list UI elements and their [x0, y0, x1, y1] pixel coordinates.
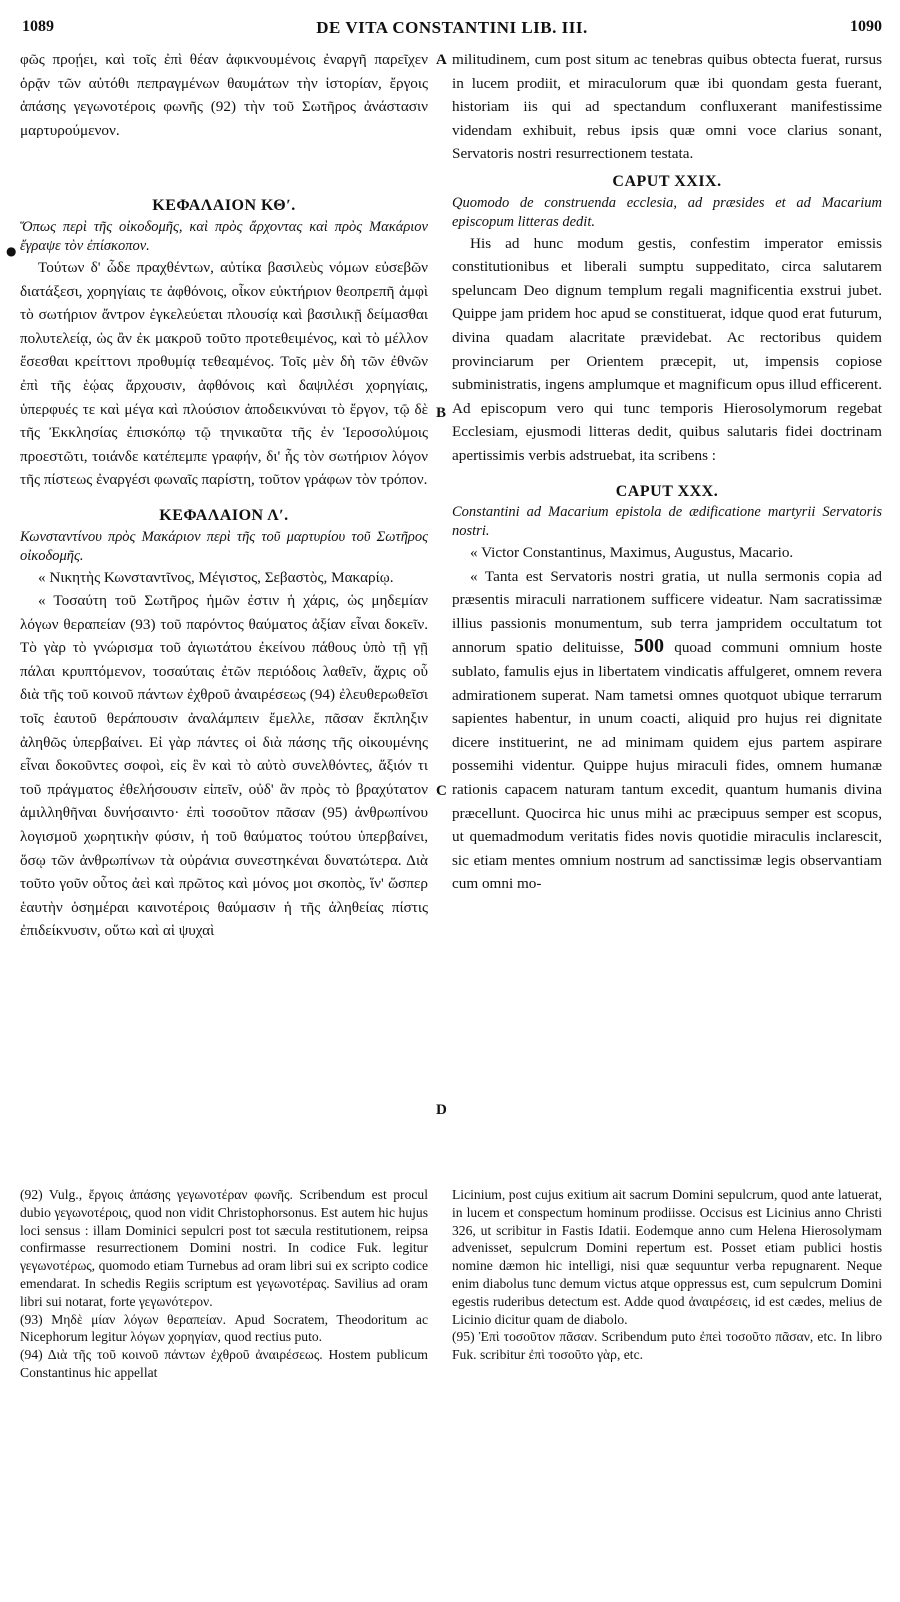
footnote-94-continued: Licinium, post cujus exitium ait sacrum Domini sepulcrum, quod ante latuerat, in lucem et conspectum hominum prodiisse. Occisus est Licinius anno Christi 326, ut scribitur in Fastis Idatii. Eodemque anno cum Helena Hierosolymam advenisset, sepulcrum Domini repertum est. Posset etiam publici hostis nomine dæmon hic intelligi, nisi quæ sequuntur verba repugnarent. Neque enim diabolus tunc demum victus atque oppressus est, cum sepulcrum Domini egestis ruderibus detectum est. Adde quod ἀναιρέσεις, id est cædes, melius de Licinio dicitur quam de diabolo. — [452, 1187, 882, 1327]
latin-chapter-30-text-b: quoad communi omnium hoste sublato, famulis ejus in libertatem vindicatis affulgeret, omnem revera admirationem superat. Nam tametsi omnes quotquot ubique terrarum sapientes habentur, in unum coacti, aliquid pro hujus rei dignitate dicere instituerint, ne ad minimam quidem ejus partem aspirare possemihi videntur. Quippe hujus miraculi fides, omnem humanæ rationis capacem naturam tantum excedit, quantum humanis divina præcellunt. Quocirca hic unus mihi ac præcipuus semper est scopus, ut quemadmodum veritatis fides novis quotidie miraculis inclarescit, sic etiam mentes omnium nostrum ad sanctissimæ legis observantiam cum omni mo- — [452, 639, 883, 893]
footnote-93: (93) Μηδὲ μίαν λόγων θεραπείαν. Apud Socratem, Theodoritum ac Nicephorum legitur λόγων χορηγίαν, quod rectius puto. — [20, 1311, 428, 1345]
latin-chapter-29-heading: CAPUT XXIX. — [612, 172, 722, 190]
footnotes-right — [452, 1186, 882, 1364]
page-number-left: 1089 — [22, 18, 54, 35]
greek-chapter-29-text: Τούτων δ' ὧδε πραχθέντων, αὐτίκα βασιλεὺς νόμων εὐσεβῶν διατάξεσι, χορηγίαις τε ἀφθόνοις, οἶκον εὐκτήριον θεοπρεπῆ ἀμφὶ τὸ σωτήριον ἄντρον ἐγκελεύεται πλουσίᾳ καὶ βασιλικῇ δείμασθαι πολυτελείᾳ, ὡς ἂν ἐκ μακροῦ τοῦτο προτεθειμένος, καὶ τὸ μέλλον ἔσεσθαι κρείττονι προθυμίᾳ τεθεαμένος. Τοῖς μὲν δὴ τῶν ἐθνῶν ἐπὶ τῆς ἑῴας ἄρχουσιν, ἀφθόνοις καὶ δαψιλέσι χορηγίαις, ὑπερφυές τε καὶ μέγα καὶ πλούσιον ἀποδεικνύναι τὸ ἔργον, τῷ δὲ τῆς Ἐκκλησίας ἐπισκόπῳ τῷ τηνικαῦτα τῆς ἐν Ἱεροσολύμοις προεστῶτι, τοιάνδε κατέπεμπε γραφήν, δι' ἧς τὸν σωτήριον λόγον τῆς πίστεως ἐναργέσι φωναῖς παρίστη, τοῦτον γράφων τὸν τρόπον. — [20, 258, 428, 489]
running-title: DE VITA CONSTANTINI LIB. III. — [316, 18, 588, 37]
greek-chapter-30-text: « Τοσαύτη τοῦ Σωτῆρος ἡμῶν ἐστιν ἡ χάρις, ὡς μηδεμίαν λόγων θεραπείαν (93) τοῦ παρόντος θαύματος ἀξίαν εἶναι δοκεῖν. Τὸ γὰρ τὸ γνώρισμα τοῦ ἁγιωτάτου ἐκείνου πάθους ὑπὸ τῇ γῇ πάλαι κρυπτόμενον, τοσαύταις ἐτῶν περιόδοις λαθεῖν, ἄχρις οὗ διὰ τῆς τοῦ κοινοῦ πάντων ἐχθροῦ ἀναιρέσεως (94) ἐλευθερωθεῖσι τοῖς ἑαυτοῦ θεράπουσιν ἀναλάμπειν ἔμελλε, πᾶσαν ἔκπληξιν ἀληθῶς ὑπερβαίνει. Εἰ γὰρ πάντες οἱ διὰ πάσης τῆς οἰκουμένης εἶναι δοκοῦντες σοφοὶ, εἰς ἓν καὶ τὸ αὐτὸ συνελθόντες, ἄξιόν τι τοῦ πράγματος ἐθελήσουσιν εἰπεῖν, οὐδ' ἂν πρὸς τὸ βραχύτατον ἁμιλληθῆναι δυνήσαιντο· ἐπὶ τοσοῦτον πᾶσαν (95) ἀνθρωπίνου λογισμοῦ χωρητικὴν φύσιν, ἡ τοῦ θαύματος τούτου ὑπερβαίνει, ὅσῳ τῶν ἀνθρωπίνων τὰ οὐράνια συνεστηκέναι δυνατώτερα. Διὰ τοῦτο γοῦν οὗτος ἀεὶ καὶ πρῶτος καὶ μόνος μοι σκοπὸς, ἵν' ὥσπερ ἑαυτὴν ὁσημέραι καινοτέροις θαύμασιν ἡ τῆς ἀληθείας πίστις ἐπιδείκνυσιν, οὕτω καὶ αἱ ψυχαὶ — [20, 592, 428, 940]
footnote-94: (94) Διὰ τῆς τοῦ κοινοῦ πάντων ἐχθροῦ ἀναιρέσεως. Hostem publicum Constantinus hic appellat — [20, 1347, 428, 1380]
greek-column — [20, 48, 428, 943]
latin-chapter-30-text-a: « Tanta est Servatoris nostri gratia, ut nulla sermonis copia ad præsentis miraculi narrationem sufficere videatur. Nam sacratissimæ illius passionis monumentum, sub terra jampridem occultatum tot annorum spatio delituisse, — [452, 567, 882, 657]
margin-letter-d: D — [436, 1102, 447, 1118]
greek-chapter-30-heading: ΚΕΦΑΛΑΙΟΝ Λʹ. — [159, 506, 289, 524]
latin-chapter-29-text: His ad hunc modum gestis, confestim imperator emissis constitutionibus et liberali sumptu suppeditato, circa salutarem speluncam Deo dignum templum regali magnificentia exstrui jubet. Quippe jam pridem hoc apud se constituerat, idque quod erat futurum, divina quadam alacritate prævidebat. Ac rectoribus quidem provinciarum per Orientem præcepit, ut, impensis copiose subministratis, ingens amplumque et magnificum opus illud efficerent. Ad episcopum vero qui tunc temporis Hierosolymorum regebat Ecclesiam, ejusmodi litteras dedit, quibus salutaris fidei doctrinam apertissimis verbis adstruebat, ita scribens : — [452, 234, 882, 464]
greek-chapter-30-subtitle: Κωνσταντίνου πρὸς Μακάριον περὶ τῆς τοῦ μαρτυρίου τοῦ Σωτῆρος οἰκοδομῆς. — [20, 528, 428, 564]
greek-chapter-29-subtitle: Ὅπως περὶ τῆς οἰκοδομῆς, καὶ πρὸς ἄρχοντας καὶ πρὸς Μακάριον ἔγραψε τὸν ἐπίσκοπον. — [20, 218, 428, 254]
page-number-right: 1090 — [850, 18, 882, 35]
margin-letter-b: B — [436, 405, 447, 421]
latin-chapter-30-heading: CAPUT XXX. — [615, 482, 719, 500]
margin-letter-a: A — [436, 52, 447, 68]
greek-chapter-29-heading: ΚΕΦΑΛΑΙΟΝ ΚΘʹ. — [152, 197, 296, 215]
margin-letter-c: C — [436, 783, 447, 799]
footnotes-left — [20, 1186, 428, 1382]
latin-intro-paragraph: militudinem, cum post situm ac tenebras quibus obtecta fuerat, rursus in lucem prodiit, et miraculorum quæ ibi quondam gesta fuerant, historiam iis qui ad spectandum confluxerant manifestissime videndam exhibuit, rebus ipsis quæ omni voce clarius sonant, Servatoris nostri resurrectionem testata. — [452, 51, 882, 163]
footnote-92: (92) Vulg., ἔργοις ἁπάσης γεγωνοτέραν φωνῆς. Scribendum est procul dubio γεγωνοτέροις, quod non vidit Christophorsonus. Est autem hic hujus loci sensus : illam Dominici sepulcri post tot sæcula restitutionem, reipsa confirmasse resurrectionem Domini nostri. In codice Fuk. legitur γεγωνοτέρως, quomodo etiam Turnebus ad oram libri sui ex scripto codice emendarat. In schedis Regiis scriptum est γεγωνοτέρας. Savilius ad oram libri sui notarat, forte γεγωνότερον. — [20, 1187, 428, 1309]
greek-chapter-30-salutation: « Νικητὴς Κωνσταντῖνος, Μέγιστος, Σεβαστὸς, Μακαρίῳ. — [38, 568, 394, 586]
greek-intro-paragraph: φῶς προῄει, καὶ τοῖς ἐπὶ θέαν ἀφικνουμένοις ἐναργῆ παρεῖχεν ὁρᾷν τῶν αὐτόθι πεπραγμένων θαυμάτων τὴν ἱστορίαν, ἔργοις ἁπάσης γεγωνοτέροις φωνῆς (92) τὴν τοῦ Σωτῆρος ἀνάστασιν μαρτυρούμενον. — [20, 51, 428, 139]
latin-chapter-30-subtitle: Constantini ad Macarium epistola de ædificatione martyrii Servatoris nostri. — [452, 504, 882, 540]
bullet-marker: ● — [6, 244, 17, 258]
folio-number: 500 — [634, 635, 665, 658]
latin-chapter-30-salutation: « Victor Constantinus, Maximus, Augustus, Macario. — [470, 544, 794, 562]
running-header — [22, 18, 882, 40]
footnote-95: (95) Ἐπὶ τοσοῦτον πᾶσαν. Scribendum puto ἐπεὶ τοσοῦτο πᾶσαν, etc. In libro Fuk. scribitur ἐπὶ τοσοῦτο γὰρ, etc. — [452, 1329, 882, 1363]
latin-column — [452, 48, 882, 896]
latin-chapter-29-subtitle: Quomodo de construenda ecclesia, ad præsides et ad Macarium episcopum litteras dedit. — [452, 194, 882, 230]
latin-chapter-30-text — [452, 565, 882, 896]
